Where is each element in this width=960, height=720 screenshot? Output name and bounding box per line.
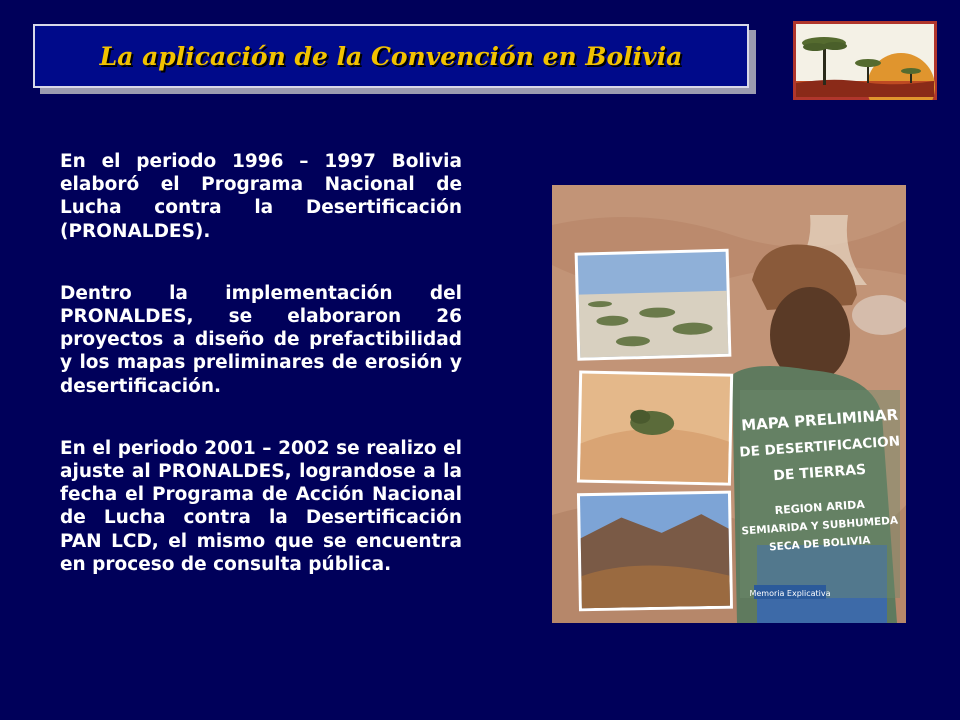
poster-subtitle-line-3: SECA DE BOLIVIA [768, 534, 871, 554]
body-text [60, 150, 462, 615]
title-box [33, 24, 749, 88]
acacia-sunset-logo [793, 21, 937, 100]
poster-subtitle-line-2: SEMIARIDA Y SUBHUMEDA [741, 514, 899, 538]
paragraph-pronaldes: En el periodo 1996 – 1997 Bolivia elaboró el Programa Nacional de Lucha contra la Desertificación (PRONALDES). [60, 151, 462, 242]
poster-memo-label: Memoria Explicativa [749, 589, 831, 598]
poster-title-line-3: DE TIERRAS [772, 461, 867, 485]
paragraph-pan-lcd: En el periodo 2001 – 2002 se realizo el ajuste al PRONALDES, lograndose a la fecha el Programa de Acción Nacional de Lucha contra la Desertificación PAN LCD, el mismo que se encuentra en proceso de consulta pública. [60, 437, 462, 575]
poster-title-line-1: MAPA PRELIMINAR [740, 405, 899, 435]
slide-title: La aplicación de la Convención en Bolivia [99, 41, 683, 71]
desertification-map-cover [552, 185, 906, 623]
poster-title-line-2: DE DESERTIFICACION [738, 433, 901, 461]
paragraph-implementation: Dentro la implementación del PRONALDES, se elaboraron 26 proyectos a diseño de prefactibilidad y los mapas preliminares de erosión y desertificación. [60, 282, 462, 397]
poster-subtitle-line-1: REGION ARIDA [774, 497, 866, 518]
